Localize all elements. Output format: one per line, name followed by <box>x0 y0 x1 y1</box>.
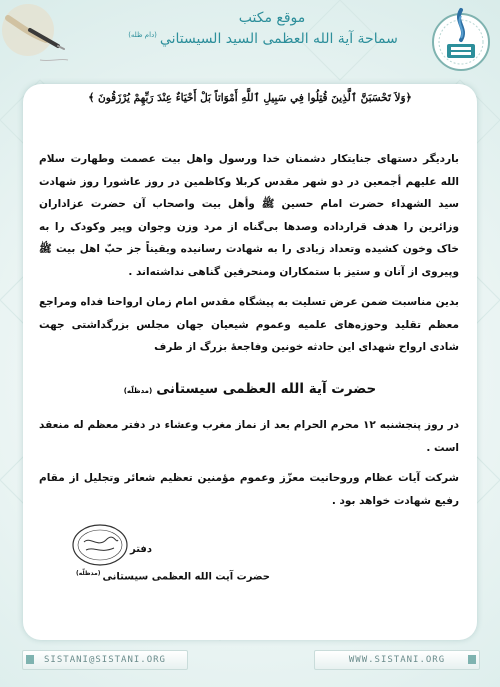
site-owner-title <box>98 31 428 47</box>
signature-name: حضرت آیت الله العظمی سیستانی <box>102 571 270 583</box>
letter-body-bottom <box>39 414 459 512</box>
header <box>0 0 500 82</box>
signature-office: دفتر <box>130 544 152 555</box>
website-text: WWW.SISTANI.ORG <box>348 655 446 665</box>
title-line <box>40 378 460 397</box>
title-honorific: (مدظلّه) <box>123 387 153 395</box>
letter-body-top <box>39 114 459 359</box>
email-link[interactable] <box>22 650 188 670</box>
office-seal-icon <box>70 520 130 570</box>
marja-title: حضرت آية الله العظمى سيستانى <box>156 381 377 397</box>
owner-honorific: (دام ظله) <box>128 31 157 40</box>
paragraph-announcement: باردیگر دستهای جنایتکار دشمنان خدا ورسول واهل بیت عصمت وطهارت سلام الله علیهم أجمعین در دو شهر مقدس کربلا وکاظمین در روز عاشورا روز شهادت سید الشهداء حضرت امام حسین ﷺ وأهل بیت واصحاب آن حضرت عزاداران وزائرین را هدف قرارداده وصدها بی‌گناه از مرد وزن وجوان وپیر وکودک را به خاک وخون کشیده وتعداد زیادی را به شهادت رسانیده ویقیناً جز حبّ اهل بیت ﷺ وپیروی از آنان و ستیز با ستمکاران ومنحرفین گناهی نداشته‌اند . <box>39 153 459 278</box>
arrow-icon <box>468 655 476 664</box>
sistani-logo-icon[interactable] <box>430 6 492 74</box>
paragraph-time: در روز پنجشنبه ۱۲ محرم الحرام بعد از نماز مغرب وعشاء در دفتر معظم له منعقد است . <box>39 419 459 454</box>
site-name: موقع مكتب <box>238 10 306 26</box>
website-link[interactable] <box>314 650 480 670</box>
signature-name-line <box>70 570 270 582</box>
arrow-icon <box>26 655 34 664</box>
quran-verse: ﴿وَلاَ تَحْسَبَنَّ ٱلَّذِينَ قُتِلُوا فِي سَبِيلِ ٱللَّهِ أَمْوَاتاً بَلْ أَحْيَاءٌ عِنْدَ رَبِّهِمْ يُرْزَقُونَ ﴾ <box>88 92 412 104</box>
email-text: SISTANI@SISTANI.ORG <box>44 655 166 665</box>
pen-icon <box>0 0 70 75</box>
paragraph-gap <box>39 459 459 467</box>
paragraph-gap <box>39 283 459 291</box>
paragraph-invitation: شرکت آیات عظام وروحانیت معزّز وعموم مؤمنین تعظیم شعائر وتجلیل از مقام رفیع شهادت خواهد بود . <box>39 472 459 507</box>
site-owner-name: سماحة آية الله العظمى السيد السيستاني <box>159 31 398 47</box>
signature-honorific: (مدظلّه) <box>76 570 101 577</box>
paragraph-condolence: بدین مناسبت ضمن عرض تسلیت به پیشگاه مقدس امام زمان ارواحنا فداه ومراجع معظم تقلید وحوزه‌های علمیه وعموم شیعیان جهان مجلس بزرگداشتی جهت شادی ارواح شهدای این حادثه خونین وفاجعهٔ بزرگ از طرف <box>39 296 459 353</box>
